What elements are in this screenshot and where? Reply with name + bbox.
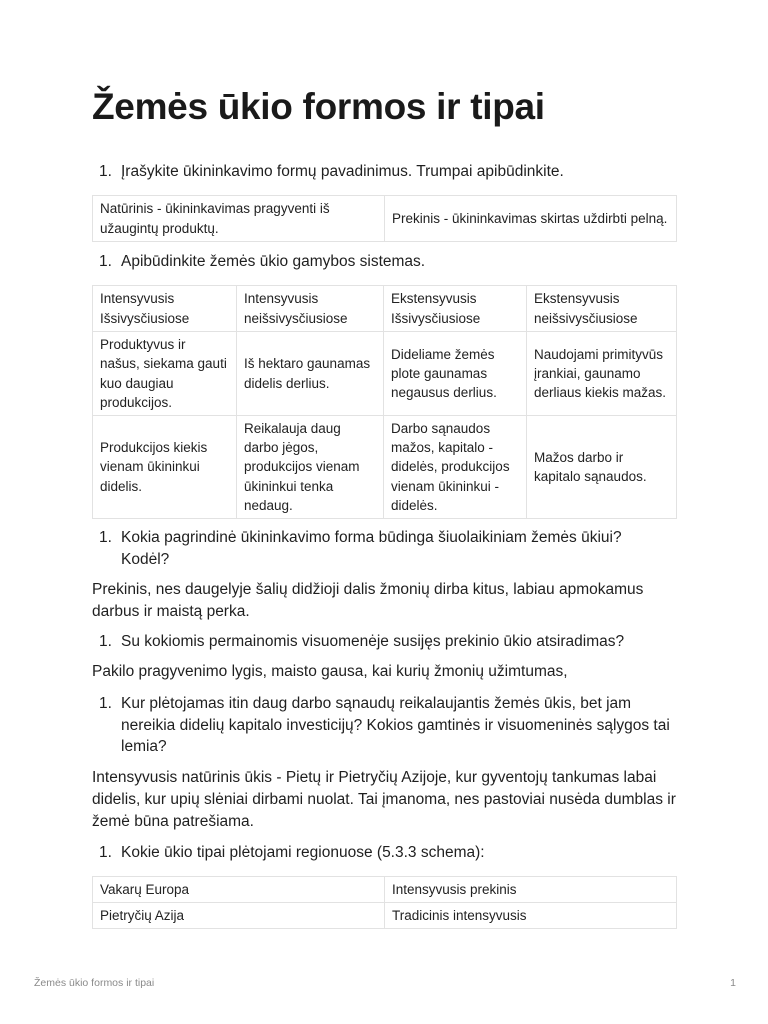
list-number: 1. (99, 844, 112, 861)
table-cell: Ekstensyvusis Išsivysčiusiose (384, 286, 527, 332)
question-text: Kokie ūkio tipai plėtojami regionuose (5.3.3 schema): (121, 844, 485, 861)
table-row (93, 196, 677, 242)
answer-4: Pakilo pragyvenimo lygis, maisto gausa, kai kurių žmonių užimtumas, (92, 663, 568, 680)
list-number: 1. (99, 253, 112, 270)
question-text: Įrašykite ūkininkavimo formų pavadinimus. Trumpai apibūdinkite. (121, 163, 564, 180)
table-row (93, 903, 677, 929)
production-systems-table (92, 285, 677, 519)
answer-3: Prekinis, nes daugelyje šalių didžioji dalis žmonių dirba kitus, labiau apmokamus darbus ir maistą perka. (92, 581, 644, 620)
list-number: 1. (99, 633, 112, 650)
table-cell: Produkcijos kiekis vienam ūkininkui didelis. (93, 416, 237, 519)
table-cell: Intensyvusis neišsivysčiusiose (237, 286, 384, 332)
answer-5: Intensyvusis natūrinis ūkis - Pietų ir Pietryčių Azijoje, kur gyventojų tankumas labai didelis, kur upių slėniai dirbami nuolat. Tai įmanoma, nes pastoviai nusėda dumblas ir žemė būna patrešiama. (92, 769, 676, 830)
table-row (93, 877, 677, 903)
question-text: Kur plėtojamas itin daug darbo sąnaudų reikalaujantis žemės ūkis, bet jam nereikia didelių kapitalo investicijų? Kokios gamtinės ir visuomeninės sąlygos tai lemia? (121, 695, 670, 755)
table-cell: Reikalauja daug darbo jėgos, produkcijos vienam ūkininkui tenka nedaug. (237, 416, 384, 519)
page-title: Žemės ūkio formos ir tipai (92, 86, 545, 127)
table-row (93, 332, 677, 416)
list-number: 1. (99, 529, 112, 546)
page-number: 1 (730, 977, 736, 989)
table-cell: Mažos darbo ir kapitalo sąnaudos. (527, 416, 677, 519)
question-text: Su kokiomis permainomis visuomenėje susijęs prekinio ūkio atsiradimas? (121, 633, 625, 650)
table-cell: Iš hektaro gaunamas didelis derlius. (237, 332, 384, 416)
question-text: Apibūdinkite žemės ūkio gamybos sistemas. (121, 253, 426, 270)
table-cell: Dideliame žemės plote gaunamas negausus derlius. (384, 332, 527, 416)
list-number: 1. (99, 163, 112, 180)
table-cell: Intensyvusis Išsivysčiusiose (93, 286, 237, 332)
table-row (93, 416, 677, 519)
table-cell: Produktyvus ir našus, siekama gauti kuo daugiau produkcijos. (93, 332, 237, 416)
table-cell: Intensyvusis prekinis (385, 877, 677, 903)
region-types-table (92, 876, 677, 929)
question-text: Kokia pagrindinė ūkininkavimo forma būdinga šiuolaikiniam žemės ūkiui? Kodėl? (121, 529, 622, 568)
table-cell: Tradicinis intensyvusis (385, 903, 677, 929)
table-cell: Prekinis - ūkininkavimas skirtas uždirbti pelną. (385, 196, 677, 242)
footer-title: Žemės ūkio formos ir tipai (34, 977, 155, 989)
table-cell: Darbo sąnaudos mažos, kapitalo - didelės, produkcijos vienam ūkininkui - didelės. (384, 416, 527, 519)
table-cell: Ekstensyvusis neišsivysčiusiose (527, 286, 677, 332)
table-cell: Natūrinis - ūkininkavimas pragyventi iš užaugintų produktų. (93, 196, 385, 242)
farming-forms-table (92, 195, 677, 242)
table-cell: Naudojami primityvūs įrankiai, gaunamo derliaus kiekis mažas. (527, 332, 677, 416)
table-row (93, 286, 677, 332)
table-cell: Pietryčių Azija (93, 903, 385, 929)
list-number: 1. (99, 695, 112, 712)
table-cell: Vakarų Europa (93, 877, 385, 903)
